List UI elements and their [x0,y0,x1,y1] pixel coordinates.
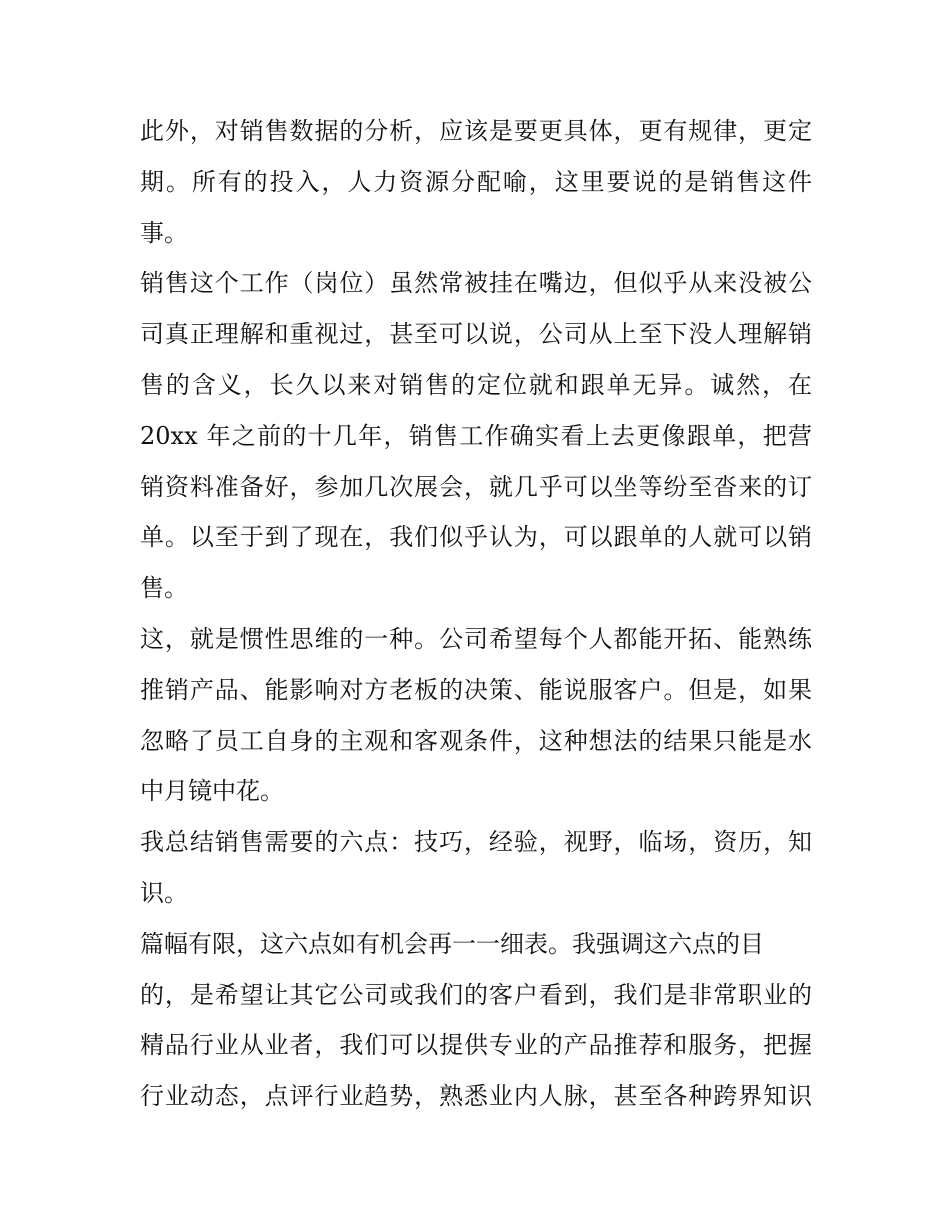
paragraph-4 [140,817,812,919]
text-line: 我总结销售需要的六点：技巧，经验，视野，临场，资历，知 [140,828,812,857]
text-line: 销售这个工作（岗位）虽然常被挂在嘴边，但似乎从来没被公 [140,269,812,298]
text-line: 售的含义，长久以来对销售的定位就和跟单无异。诚然，在 [140,370,812,399]
text-line: 忽略了员工自身的主观和客观条件，这种想法的结果只能是水 [140,726,812,755]
text-line: 20xx 年之前的十几年，销售工作确实看上去更像跟单，把营 [140,421,812,450]
text-line: 这，就是惯性思维的一种。公司希望每个人都能开拓、能熟练 [140,624,812,653]
text-line: 销资料准备好，参加几次展会，就几乎可以坐等纷至沓来的订 [140,472,812,501]
text-line: 此外，对销售数据的分析，应该是要更具体，更有规律，更定 [140,117,812,145]
paragraph-2 [140,258,812,614]
paragraph-1 [140,106,812,258]
paragraph-5 [140,919,812,1122]
text-line: 行业动态，点评行业趋势，熟悉业内人脉，甚至各种跨界知识 [140,1082,812,1111]
text-line: 中月镜中花。 [140,777,284,806]
text-line: 篇幅有限，这六点如有机会再一一细表。我强调这六点的目 [140,929,764,958]
text-line: 识。 [140,878,188,907]
text-line: 的，是希望让其它公司或我们的客户看到，我们是非常职业的 [140,980,812,1009]
text-line: 期。所有的投入，人力资源分配喻，这里要说的是销售这件 [140,167,812,196]
text-line: 单。以至于到了现在，我们似乎认为，可以跟单的人就可以销 [140,523,812,552]
text-line: 精品行业从业者，我们可以提供专业的产品推荐和服务，把握 [140,1031,812,1060]
paragraph-3 [140,614,812,817]
text-line: 推销产品、能影响对方老板的决策、能说服客户。但是，如果 [140,675,812,704]
text-line: 事。 [140,218,188,247]
text-line: 售。 [140,574,188,603]
document-body [140,106,812,1122]
text-line: 司真正理解和重视过，甚至可以说，公司从上至下没人理解销 [140,320,812,349]
